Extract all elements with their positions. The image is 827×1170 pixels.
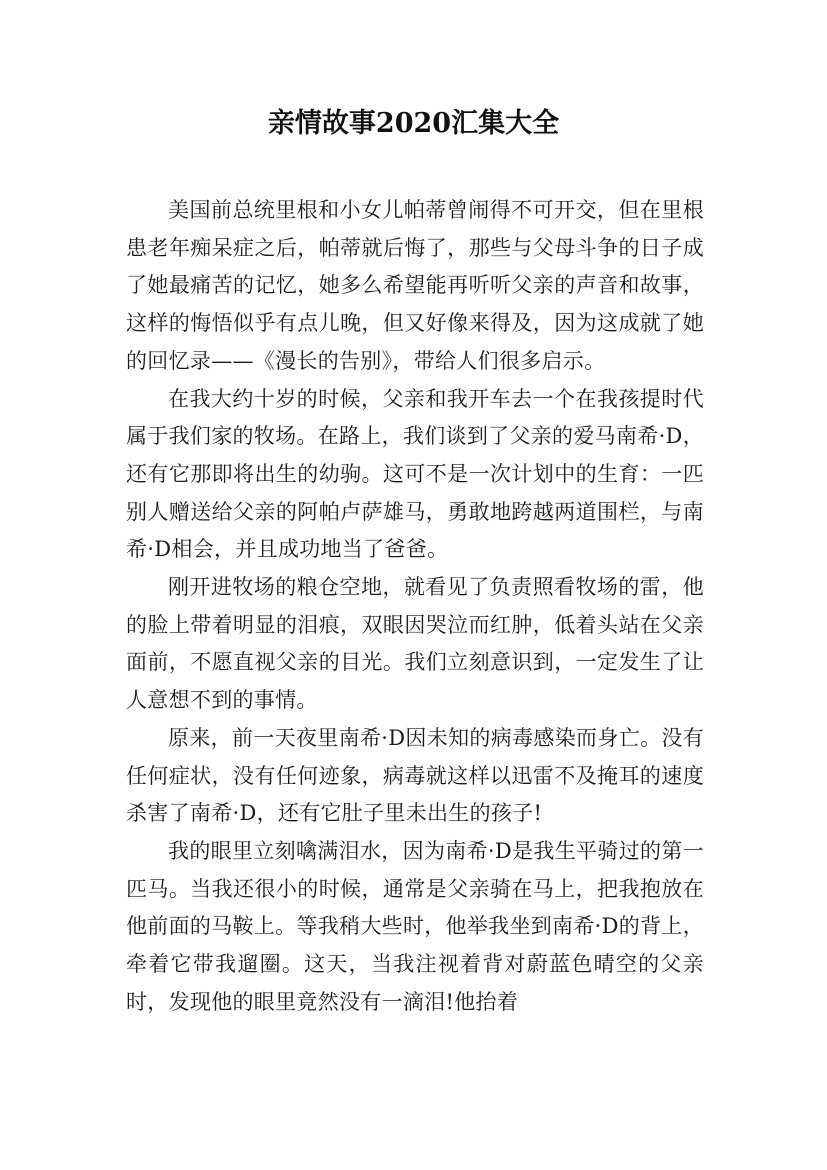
document-body — [126, 192, 704, 1021]
paragraph-1: 美国前总统里根和小女儿帕蒂曾闹得不可开交，但在里根患老年痴呆症之后，帕蒂就后悔了，那些与父母斗争的日子成了她最痛苦的记忆，她多么希望能再听听父亲的声音和故事，这样的悔悟似乎有点儿晚，但又好像来得及，因为这成就了她的回忆录——《漫长的告别》，带给人们很多启示。 — [126, 198, 704, 373]
paragraph-3: 刚开进牧场的粮仓空地，就看见了负责照看牧场的雷，他的脸上带着明显的泪痕，双眼因哭泣而红肿，低着头站在父亲面前，不愿直视父亲的目光。我们立刻意识到，一定发生了让人意想不到的事情。 — [126, 575, 704, 713]
paragraph-4: 原来，前一天夜里南希·D因未知的病毒感染而身亡。没有任何症状，没有任何迹象，病毒就这样以迅雷不及掩耳的速度杀害了南希·D，还有它肚子里未出生的孩子! — [126, 725, 704, 826]
paragraph-2: 在我大约十岁的时候，父亲和我开车去一个在我孩提时代属于我们家的牧场。在路上，我们谈到了父亲的爱马南希·D，还有它那即将出生的幼驹。这可不是一次计划中的生育：一匹别人赠送给父亲的阿帕卢萨雄马，勇敢地跨越两道围栏，与南希·D相会，并且成功地当了爸爸。 — [126, 386, 704, 562]
document-title: 亲情故事2020汇集大全 — [267, 108, 560, 139]
paragraph-5: 我的眼里立刻噙满泪水，因为南希·D是我生平骑过的第一匹马。当我还很小的时候，通常是父亲骑在马上，把我抱放在他前面的马鞍上。等我稍大些时，他举我坐到南希·D的背上，牵着它带我遛圈。这天，当我注视着背对蔚蓝色晴空的父亲时，发现他的眼里竟然没有一滴泪!他抬着 — [126, 838, 704, 1014]
